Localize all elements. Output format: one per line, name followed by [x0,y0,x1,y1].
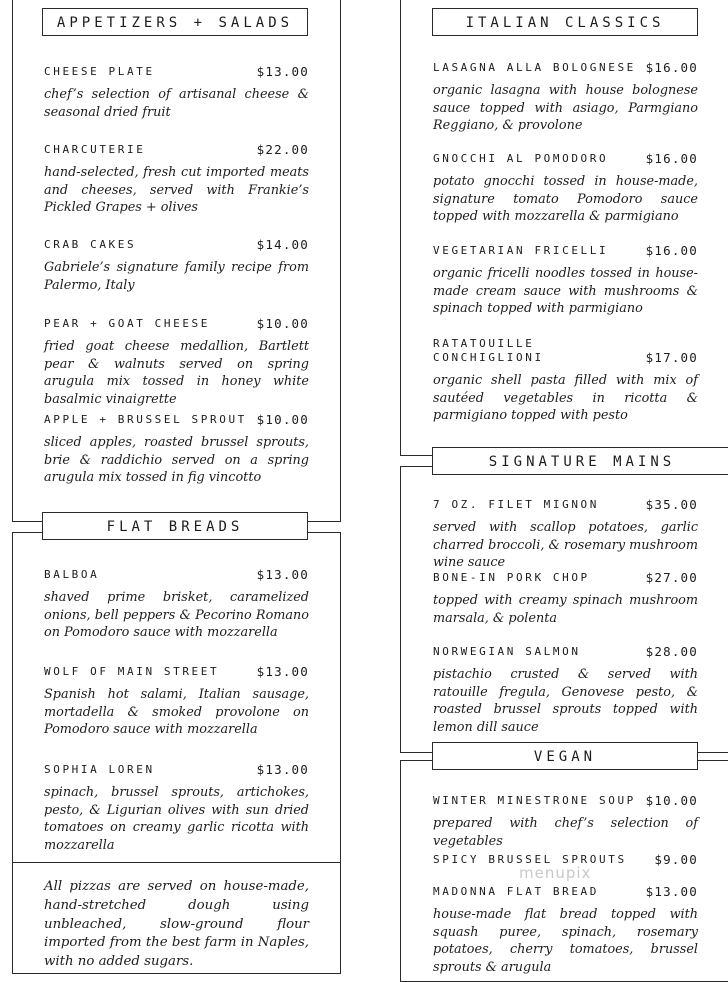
item-name: 7 OZ. FILET MIGNON [433,498,600,511]
item-description: pistachio crusted & served with ratouille fregula, Genovese pesto, & roasted brussel sprouts topped with lemon dill sauce [433,667,698,735]
item-description: fried goat cheese medallion, Bartlett pear & walnuts served on spring arugula mix tossed in honey white basalmic vinaigrette [44,339,309,407]
menu-item-vegetarian-fricelli [433,244,698,318]
item-price: $13.00 [256,567,309,582]
item-name: WINTER MINESTRONE SOUP [433,794,636,807]
italian-classics-heading: ITALIAN CLASSICS [432,8,698,36]
signature-mains-heading: SIGNATURE MAINS [432,447,728,475]
item-price: $17.00 [645,350,698,365]
appetizers-heading: APPETIZERS + SALADS [42,8,308,36]
menu-item-sophia-loren [44,763,309,854]
item-description: organic fricelli noodles tossed in house-made cream sauce with mushrooms & spinach topped with parmigiano [433,266,698,317]
item-name: PEAR + GOAT CHEESE [44,317,211,330]
menu-item-cheese-plate [44,65,309,121]
item-description: Gabriele’s signature family recipe from Palermo, Italy [44,260,309,293]
item-price: $14.00 [256,237,309,252]
menu-item-charcuterie [44,143,309,217]
item-description: potato gnocchi tossed in house-made, signature tomato Pomodoro sauce topped with mozzarella & parmigiano [433,174,698,225]
item-price: $10.00 [645,793,698,808]
item-description: shaved prime brisket, caramelized onions, bell peppers & Pecorino Romano on Pomodoro sauce with mozzarella [44,590,309,641]
menu-item-crab-cakes [44,238,309,294]
menu-item-gnocchi [433,152,698,226]
item-name: BALBOA [44,568,100,581]
item-price: $16.00 [645,243,698,258]
item-description: prepared with chef’s selection of vegetables [433,816,698,849]
item-price: $28.00 [645,644,698,659]
item-name: SOPHIA LOREN [44,763,155,776]
item-price: $16.00 [645,151,698,166]
item-price: $35.00 [645,497,698,512]
item-price: $9.00 [654,852,698,867]
item-name: GNOCCHI AL POMODORO [433,152,609,165]
item-description: sliced apples, roasted brussel sprouts, brie & raddichio served on a spring arugula mix tossed in fig vincotto [44,435,309,486]
item-name: BONE-IN PORK CHOP [433,571,590,584]
menu-item-pear-goat-cheese [44,317,309,408]
item-price: $16.00 [645,60,698,75]
item-description: served with scallop potatoes, garlic charred broccoli, & rosemary mushroom wine sauce [433,520,698,571]
flatbreads-heading: FLAT BREADS [42,512,308,540]
item-description: hand-selected, fresh cut imported meats and cheeses, served with Frankie’s Pickled Grapes + olives [44,165,309,216]
watermark: menupix [519,864,592,882]
item-name: MADONNA FLAT BREAD [433,885,600,898]
item-price: $13.00 [645,884,698,899]
item-name: WOLF OF MAIN STREET [44,665,220,678]
item-name: APPLE + BRUSSEL SPROUT [44,413,247,426]
item-name: SPICY BRUSSEL SPROUTS [433,853,627,866]
item-name: CHARCUTERIE [44,143,146,156]
item-name: RATATOUILLE CONCHIGLIONI [433,337,544,364]
item-price: $10.00 [256,316,309,331]
item-name: VEGETARIAN FRICELLI [433,244,609,257]
menu-item-norwegian-salmon [433,645,698,736]
menu-item-apple-brussel-sprout [44,413,309,487]
item-price: $27.00 [645,570,698,585]
pizza-dough-note: All pizzas are served on house-made, hand-stretched dough using unbleached, slow-ground flour imported from the best farm in Naples, with no added sugars. [44,879,309,970]
item-price: $13.00 [256,64,309,79]
item-name: CRAB CAKES [44,238,137,251]
item-price: $10.00 [256,412,309,427]
item-description: spinach, brussel sprouts, artichokes, pesto, & Ligurian olives with sun dried tomatoes on creamy garlic ricotta with mozzarella [44,785,309,853]
item-description: organic shell pasta filled with mix of sautéed vegetables in ricotta & parmigiano topped with pesto [433,373,698,424]
menu-item-winter-minestrone [433,794,698,850]
item-price: $13.00 [256,762,309,777]
menu-item-madonna-flat-bread [433,885,698,976]
menu-item-lasagna [433,61,698,135]
menu-item-filet-mignon [433,498,698,572]
item-price: $22.00 [256,142,309,157]
item-description: organic lasagna with house bolognese sauce topped with asiago, Parmgiano Reggiano, & provolone [433,83,698,134]
item-description: Spanish hot salami, Italian sausage, mortadella & smoked provolone on Pomodoro sauce with mozzarella [44,687,309,738]
item-price: $13.00 [256,664,309,679]
menu-item-ratatouille-conchiglioni [433,337,698,425]
item-description: topped with creamy spinach mushroom marsala, & polenta [433,593,698,626]
item-description: house-made flat bread topped with squash puree, spinach, rosemary potatoes, cherry tomatoes, brussel sprouts & arugula [433,907,698,975]
item-name: CHEESE PLATE [44,65,155,78]
item-name: LASAGNA ALLA BOLOGNESE [433,61,636,74]
menu-item-pork-chop [433,571,698,627]
vegan-heading: VEGAN [432,742,698,770]
item-description: chef’s selection of artisanal cheese & seasonal dried fruit [44,87,309,120]
item-name: NORWEGIAN SALMON [433,645,581,658]
menu-item-balboa [44,568,309,642]
menu-item-wolf-of-main-street [44,665,309,739]
